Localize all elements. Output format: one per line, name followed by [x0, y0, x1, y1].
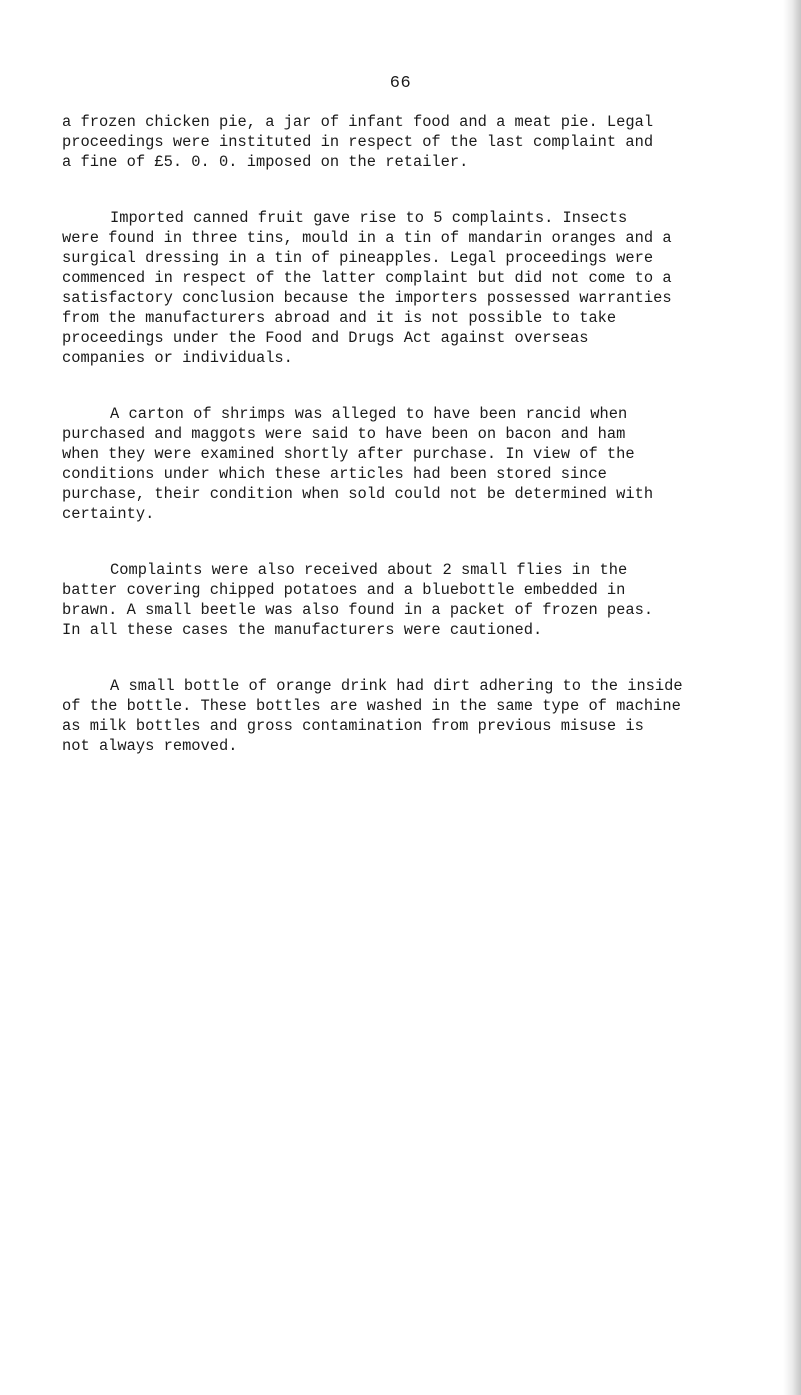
page-edge-shadow [783, 0, 801, 1395]
text-line: satisfactory conclusion because the importers possessed warranties [62, 289, 672, 307]
text-line: Imported canned fruit gave rise to 5 complaints. Insects [110, 209, 628, 227]
page-number: 66 [389, 74, 412, 93]
text-line: commenced in respect of the latter complaint but did not come to a [62, 269, 672, 287]
text-line: proceedings were instituted in respect of the last complaint and [62, 133, 654, 151]
paragraph-5 [62, 676, 762, 756]
paragraph-1 [62, 112, 762, 172]
body-text [62, 112, 762, 792]
text-line: certainty. [62, 505, 155, 523]
text-line: purchase, their condition when sold could not be determined with [62, 485, 654, 503]
text-line: Complaints were also received about 2 small flies in the [110, 561, 628, 579]
text-line: as milk bottles and gross contamination from previous misuse is [62, 717, 644, 735]
text-line: proceedings under the Food and Drugs Act against overseas [62, 329, 589, 347]
text-line: In all these cases the manufacturers were cautioned. [62, 621, 543, 639]
text-line: when they were examined shortly after purchase. In view of the [62, 445, 635, 463]
text-line: companies or individuals. [62, 349, 293, 367]
text-line: A small bottle of orange drink had dirt adhering to the inside [110, 677, 683, 695]
text-line: from the manufacturers abroad and it is not possible to take [62, 309, 617, 327]
text-line: brawn. A small beetle was also found in a packet of frozen peas. [62, 601, 654, 619]
text-line: purchased and maggots were said to have been on bacon and ham [62, 425, 626, 443]
text-line: conditions under which these articles had been stored since [62, 465, 607, 483]
text-line: of the bottle. These bottles are washed in the same type of machine [62, 697, 681, 715]
text-line: not always removed. [62, 737, 238, 755]
text-line: a frozen chicken pie, a jar of infant food and a meat pie. Legal [62, 113, 654, 131]
text-line: surgical dressing in a tin of pineapples. Legal proceedings were [62, 249, 654, 267]
paragraph-3 [62, 404, 762, 524]
text-line: batter covering chipped potatoes and a bluebottle embedded in [62, 581, 626, 599]
text-line: were found in three tins, mould in a tin of mandarin oranges and a [62, 229, 672, 247]
text-line: a fine of £5. 0. 0. imposed on the retailer. [62, 153, 469, 171]
text-line: A carton of shrimps was alleged to have been rancid when [110, 405, 628, 423]
paragraph-2 [62, 208, 762, 368]
paragraph-4 [62, 560, 762, 640]
